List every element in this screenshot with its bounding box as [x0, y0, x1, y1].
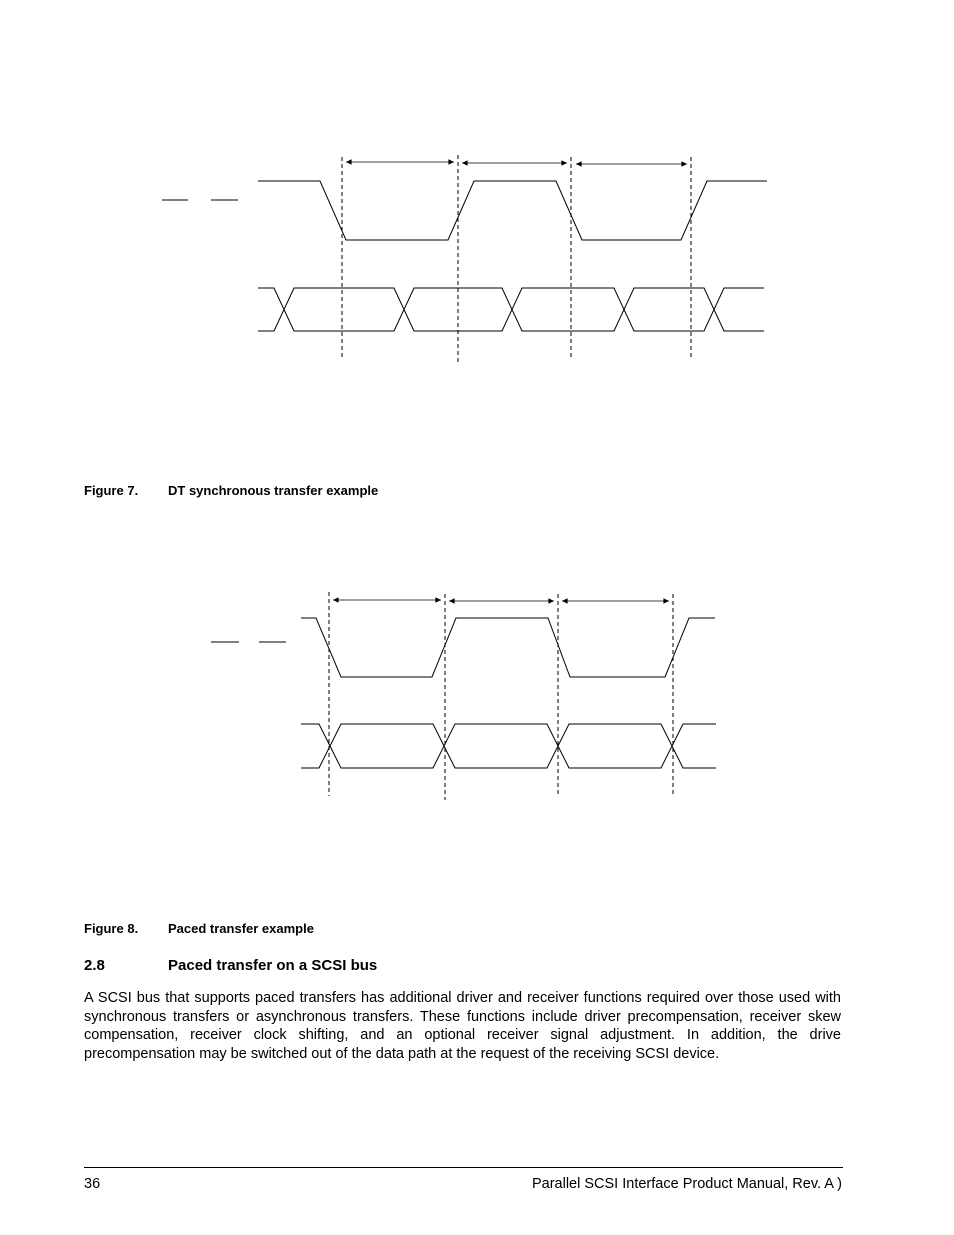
timing-reference-lines — [329, 592, 673, 800]
figure-7-title: DT synchronous transfer example — [168, 483, 379, 498]
document-title: Parallel SCSI Interface Product Manual, Rev. A ) — [531, 1176, 842, 1192]
data-bus-waveform — [258, 288, 764, 331]
period-arrows — [333, 600, 669, 601]
section-body-paragraph: A SCSI bus that supports paced transfers has additional driver and receiver functions required over those used with synchronous transfers or asynchronous transfers. These functions include driver precompensation, receiver skew compensation, receiver clock shifting, and an optional receiver signal adjustment. In addition, the drive precompensation may be switched out of the data path at the request of the receiving SCSI device. — [84, 990, 841, 1063]
section-number: 2.8 — [84, 957, 105, 974]
req-ack-waveform — [301, 618, 715, 677]
timing-reference-lines — [342, 155, 691, 363]
footer-divider — [84, 1167, 843, 1168]
section-title: Paced transfer on a SCSI bus — [168, 957, 378, 974]
figure-7-number: Figure 7. — [84, 483, 139, 498]
period-arrows — [346, 162, 687, 164]
figure-8-caption — [84, 921, 314, 936]
figure-8-number: Figure 8. — [84, 921, 139, 936]
section-heading — [84, 957, 377, 974]
req-ack-waveform — [258, 181, 767, 240]
data-bus-waveform — [301, 724, 716, 768]
page-number: 36 — [84, 1176, 101, 1192]
figure-8-timing-diagram — [0, 580, 954, 810]
figure-7-timing-diagram — [0, 140, 954, 380]
figure-7-caption — [84, 483, 378, 498]
figure-8-title: Paced transfer example — [168, 921, 314, 936]
